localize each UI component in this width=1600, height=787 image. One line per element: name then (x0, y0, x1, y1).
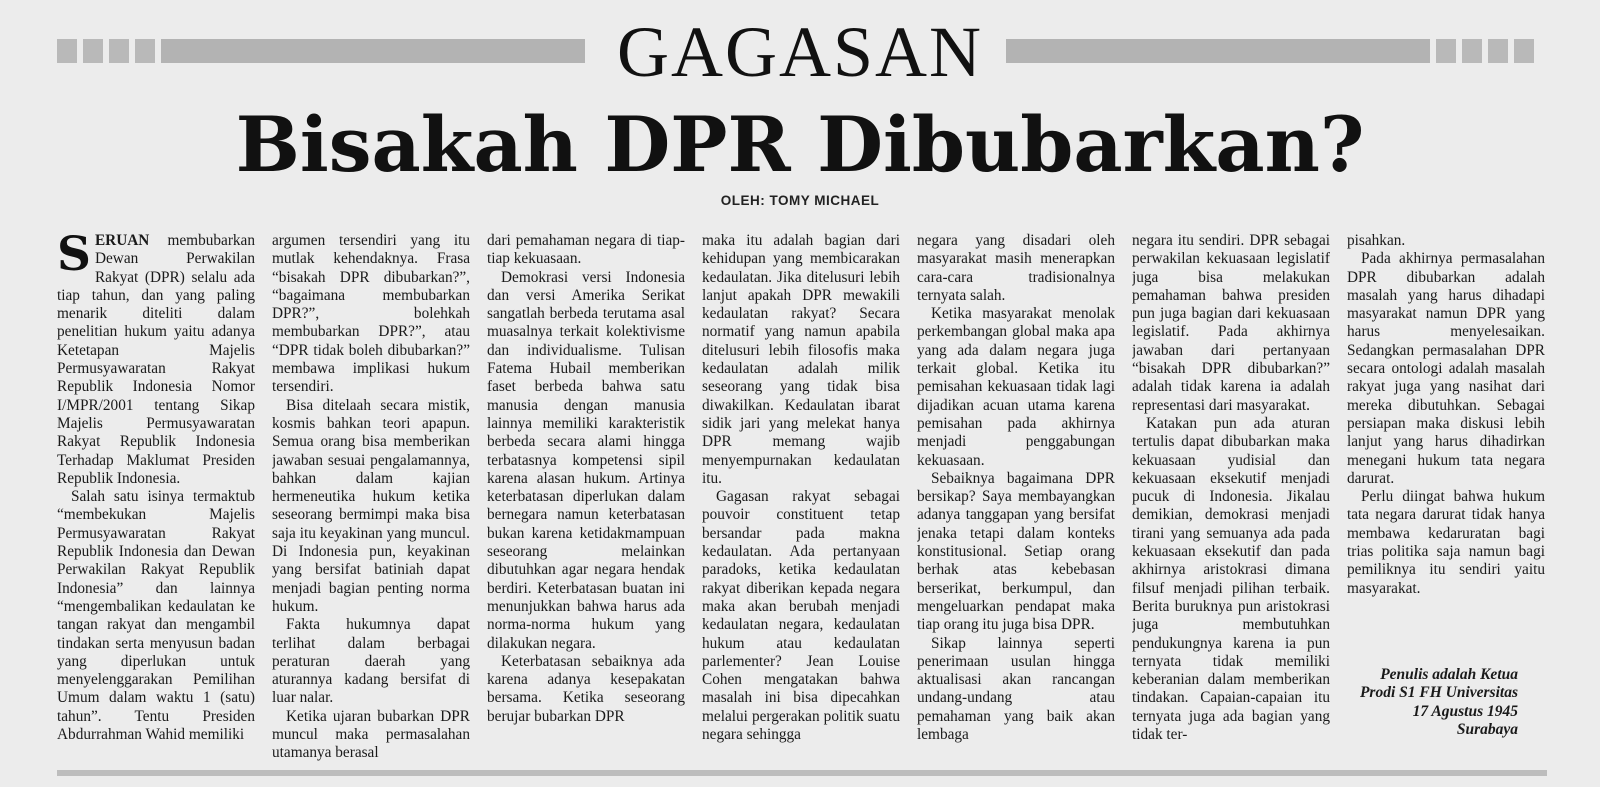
column-3 (487, 232, 685, 767)
paragraph: dari pemahaman negara di tiap-tiap kekuasaan. (487, 232, 685, 268)
section-rubric: GAGASAN (616, 12, 984, 92)
rule-square (57, 39, 77, 63)
column-4 (702, 232, 900, 767)
author-note-line: Prodi S1 FH Universitas (1359, 684, 1518, 702)
paragraph: negara yang disadari oleh masyarakat masih menerapkan cara-cara tradisionalnya ternyata salah. (917, 232, 1115, 304)
rule-square (1436, 39, 1456, 63)
author-note-line: Penulis adalah Ketua (1380, 666, 1518, 683)
paragraph-text: membubarkan Dewan Perwakilan Rakyat (DPR) selalu ada tiap tahun, dan yang paling menarik diteliti dalam penelitian hukum yaitu adanya Ketetapan Majelis Permusyawaratan Rakyat Republik Indonesia Nomor I/MPR/2001 tentang Sikap Majelis Permusyawaratan Rakyat Republik Indonesia Terhadap Maklumat Presiden Republik Indonesia. (57, 232, 255, 487)
paragraph: Ketika ujaran bubarkan DPR muncul maka permasalahan utamanya berasal (272, 707, 470, 762)
lead-word: ERUAN (94, 232, 150, 249)
column-5 (917, 232, 1115, 767)
rule-bar (1006, 39, 1430, 63)
paragraph: Sikap lainnya seperti penerimaan usulan hingga aktualisasi akan rancangan undang-undang atau pemahaman yang baik akan lembaga (917, 634, 1115, 744)
author-note-line: Surabaya (1456, 721, 1518, 739)
paragraph: Salah satu isinya termaktub “membekukan Majelis Permusyawaratan Rakyat Republik Indonesia dan Dewan Perwakilan Rakyat Republik Indonesia” dan lainnya “mengembalikan kedaulatan ke tangan rakyat dan mengambil tindakan serta menyusun badan yang diperlukan untuk menyelenggarakan Pemilihan Umum dalam waktu 1 (satu) tahun”. Tentu Presiden Abdurrahman Wahid memiliki (57, 488, 255, 744)
paragraph: Demokrasi versi Indonesia dan versi Amerika Serikat sangatlah berbeda terutama asal muasalnya terkait kolektivisme dan individualisme. Tulisan Fatema Hubail memberikan faset berbeda bahwa satu manusia dengan manusia lainnya memiliki karakteristik berbeda secara alami hingga terbatasnya kompetensi sipil karena alasan hukum. Artinya keterbatasan diperlukan dalam bernegara namun keterbatasan bukan karena ketidakmampuan seseorang melainkan dibutuhkan agar negara hendak berdiri. Keterbatasan buatan ini menunjukkan bahwa harus ada norma-norma hukum yang dilakukan negara. (487, 268, 685, 652)
rule-square (83, 39, 103, 63)
author-note-line: 17 Agustus 1945 (1412, 702, 1518, 720)
rubric-rule-right (1006, 39, 1534, 63)
paragraph: negara itu sendiri. DPR sebagai perwakilan kekuasaan legislatif juga bisa melakukan pemahaman bahwa presiden pun juga bagian dari kekuasaan legislatif. Pada akhirnya jawaban dari pertanyaan “bisakah DPR dibubarkan?” adalah tidak karena ia adalah representasi dari masyarakat. (1132, 232, 1330, 414)
paragraph (57, 232, 255, 488)
paragraph: Keterbatasan sebaiknya ada karena adanya kesepakatan bersama. Ketika seseorang berujar bubarkan DPR (487, 652, 685, 725)
rule-bar (161, 39, 585, 63)
rule-square (135, 39, 155, 63)
paragraph: pisahkan. (1347, 232, 1406, 249)
paragraph: Sebaiknya bagaimana DPR bersikap? Saya membayangkan adanya tanggapan yang bersifat jenaka tetapi dalam konteks konstitusional. Setiap orang berhak atas kebebasan berserikat, berkumpul, dan mengeluarkan pendapat maka tiap orang itu juga bisa DPR. (917, 469, 1115, 634)
paragraph: argumen tersendiri yang itu mutlak kehendaknya. Frasa “bisakah DPR dibubarkan?”, “bagaimana membubarkan DPR?”, bolehkah membubarkan DPR?”, atau “DPR tidak boleh dibubarkan?” membawa implikasi hukum tersendiri. (272, 232, 470, 396)
bottom-rule (57, 770, 1547, 776)
rule-square (1514, 39, 1534, 63)
author-note (1260, 666, 1518, 740)
article-headline: Bisakah DPR Dibubarkan? (235, 100, 1365, 189)
paragraph: Katakan pun ada aturan tertulis dapat dibubarkan maka kekuasaan yudisial dan kekuasaan eksekutif menjadi pucuk di Indonesia. Jikalau demikian, demokrasi menjadi tirani yang semuanya ada pada kekuasaan eksekutif dan pada akhirnya aristokrasi dimana filsuf menjadi pilihan terbaik. Berita buruknya pun aristokrasi juga membutuhkan pendukungnya karena ia pun ternyata tidak memiliki keberanian dalam memberikan tindakan. Capaian-capaian itu ternyata juga ada bagian yang tidak ter- (1132, 414, 1330, 744)
rule-square (1488, 39, 1508, 63)
paragraph: Gagasan rakyat sebagai pouvoir constituent tetap bersandar pada makna kedaulatan. Ada pertanyaan paradoks, ketika kedaulatan rakyat diberikan kepada negara maka akan berubah menjadi kedaulatan negara, kedaulatan hukum atau kedaulatan parlementer? Jean Louise Cohen mengatakan bahwa masalah ini bisa dipecahkan melalui pergerakan politik suatu negara sehingga (702, 488, 900, 744)
column-1 (57, 232, 255, 767)
drop-cap: S (57, 232, 91, 282)
paragraph: maka itu adalah bagian dari kehidupan yang membicarakan kedaulatan. Jika ditelusuri lebih lanjut apakah DPR mewakili kedaulatan rakyat? Secara normatif yang namun apabila ditelusuri lebih filosofis maka kedaulatan adalah milik seseorang yang tidak bisa diwakilkan. Kedaulatan ibarat sidik jari yang melekat hanya DPR memang wajib menyempurnakan kedaulatan itu. (702, 232, 900, 487)
paragraph: Ketika masyarakat menolak perkembangan global maka apa yang ada dalam negara juga terkait global. Ketika itu pemisahan kekuasaan tidak lagi dijadikan acuan utama karena pemisahan pada akhirnya menjadi penggabungan kekuasaan. (917, 305, 1115, 469)
paragraph: Pada akhirnya permasalahan DPR dibubarkan adalah masalah yang harus dihadapi masyarakat namun DPR yang harus menyelesaikan. Sedangkan permasalahan DPR secara ontologi adalah masalah rakyat juga yang nasihat dari mereka dibutuhkan. Sebagai persiapan maka diskusi lebih lanjut yang harus dihadirkan menegani hukum tata negara darurat. (1347, 250, 1545, 487)
article-byline: OLEH: TOMY MICHAEL (720, 193, 880, 208)
rule-square (1462, 39, 1482, 63)
rule-square (109, 39, 129, 63)
column-2 (272, 232, 470, 767)
rubric-rule-left (57, 39, 585, 63)
paragraph: Fakta hukumnya dapat terlihat dalam berbagai peraturan daerah yang aturannya kadang bersifat di luar nalar. (272, 616, 470, 707)
paragraph: Bisa ditelaah secara mistik, kosmis bahkan teori apapun. Semua orang bisa memberikan jawaban sesuai pengalamannya, bahkan dalam kajian hermeneutika hukum ketika seseorang bermimpi maka bisa saja itu keyakinan yang muncul. Di Indonesia pun, keyakinan yang bersifat batiniah dapat menjadi bagian penting norma hukum. (272, 396, 470, 615)
paragraph: Perlu diingat bahwa hukum tata negara darurat tidak hanya membawa kedaruratan bagi trias politika saja namun bagi pemiliknya itu sendiri yaitu masyarakat. (1347, 488, 1545, 597)
